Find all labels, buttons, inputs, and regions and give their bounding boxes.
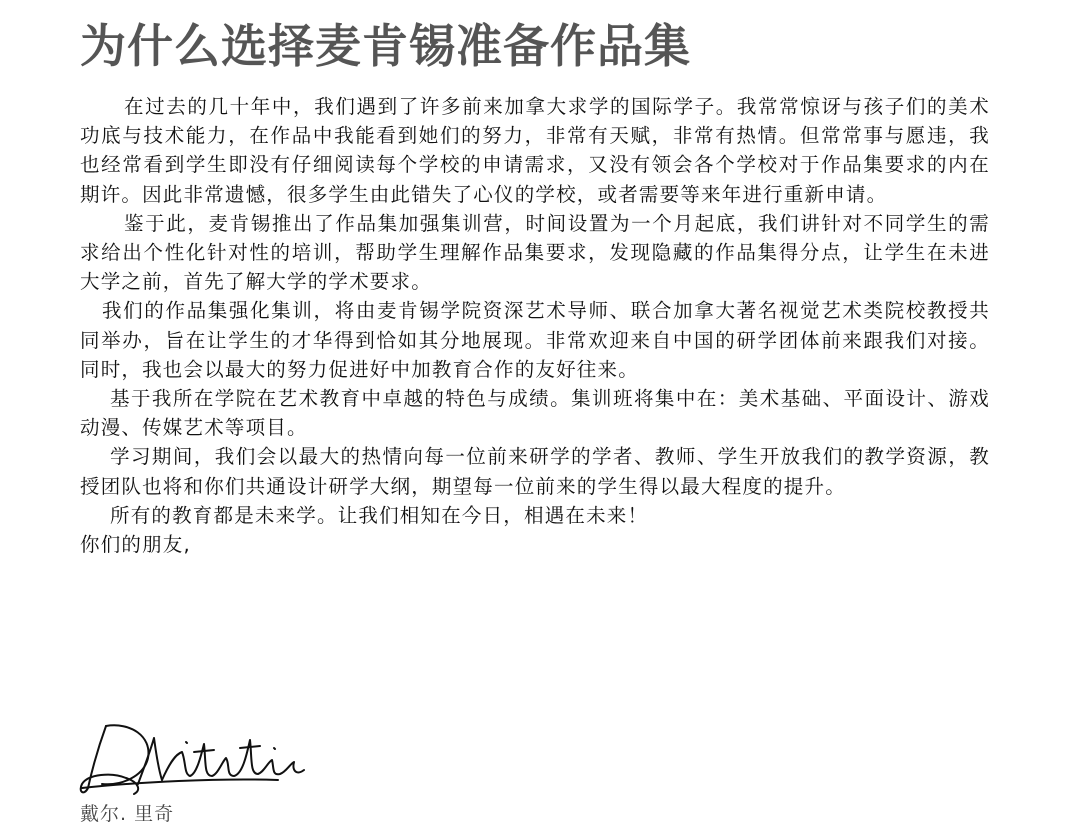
paragraph-bootcamp: 鉴于此，麦肯锡推出了作品集加强集训营，时间设置为一个月起底，我们讲针对不同学生的需求给出个性化针对性的培训，帮助学生理解作品集要求，发现隐藏的作品集得分点，让学生在未进大学之前，首先了解大学的学术要求。 (80, 211, 990, 294)
signer-name: 戴尔. 里奇 (80, 803, 175, 825)
page-title: 为什么选择麦肯锡准备作品集 (80, 19, 691, 73)
paragraph-programs: 基于我所在学院在艺术教育中卓越的特色与成绩。集训班将集中在：美术基础、平面设计、游戏动漫、传媒艺术等项目。 (80, 387, 990, 440)
letter-body (80, 92, 990, 559)
paragraph-intro: 在过去的几十年中，我们遇到了许多前来加拿大求学的国际学子。我常常惊讶与孩子们的美术功底与技术能力，在作品中我能看到她们的努力，非常有天赋，非常有热情。但常常事与愿违，我也经常看到学生即没有仔细阅读每个学校的申请需求，又没有领会各个学校对于作品集要求的内在期许。因此非常遗憾，很多学生由此错失了心仪的学校，或者需要等来年进行重新申请。 (80, 95, 990, 206)
paragraph-future: 所有的教育都是未来学。让我们相知在今日，相遇在未来！ (110, 503, 649, 527)
handwritten-signature (78, 718, 308, 798)
closing-line: 你们的朋友, (80, 533, 191, 557)
paragraph-resources: 学习期间，我们会以最大的热情向每一位前来研学的学者、教师、学生开放我们的教学资源，教授团队也将和你们共通设计研学大纲，期望每一位前来的学生得以最大程度的提升。 (80, 445, 990, 498)
paragraph-instructors: 我们的作品集强化集训，将由麦肯锡学院资深艺术导师、联合加拿大著名视觉艺术类院校教授共同举办，旨在让学生的才华得到恰如其分地展现。非常欢迎来自中国的研学团体前来跟我们对接。同时，我也会以最大的努力促进好中加教育合作的友好往来。 (80, 299, 990, 381)
